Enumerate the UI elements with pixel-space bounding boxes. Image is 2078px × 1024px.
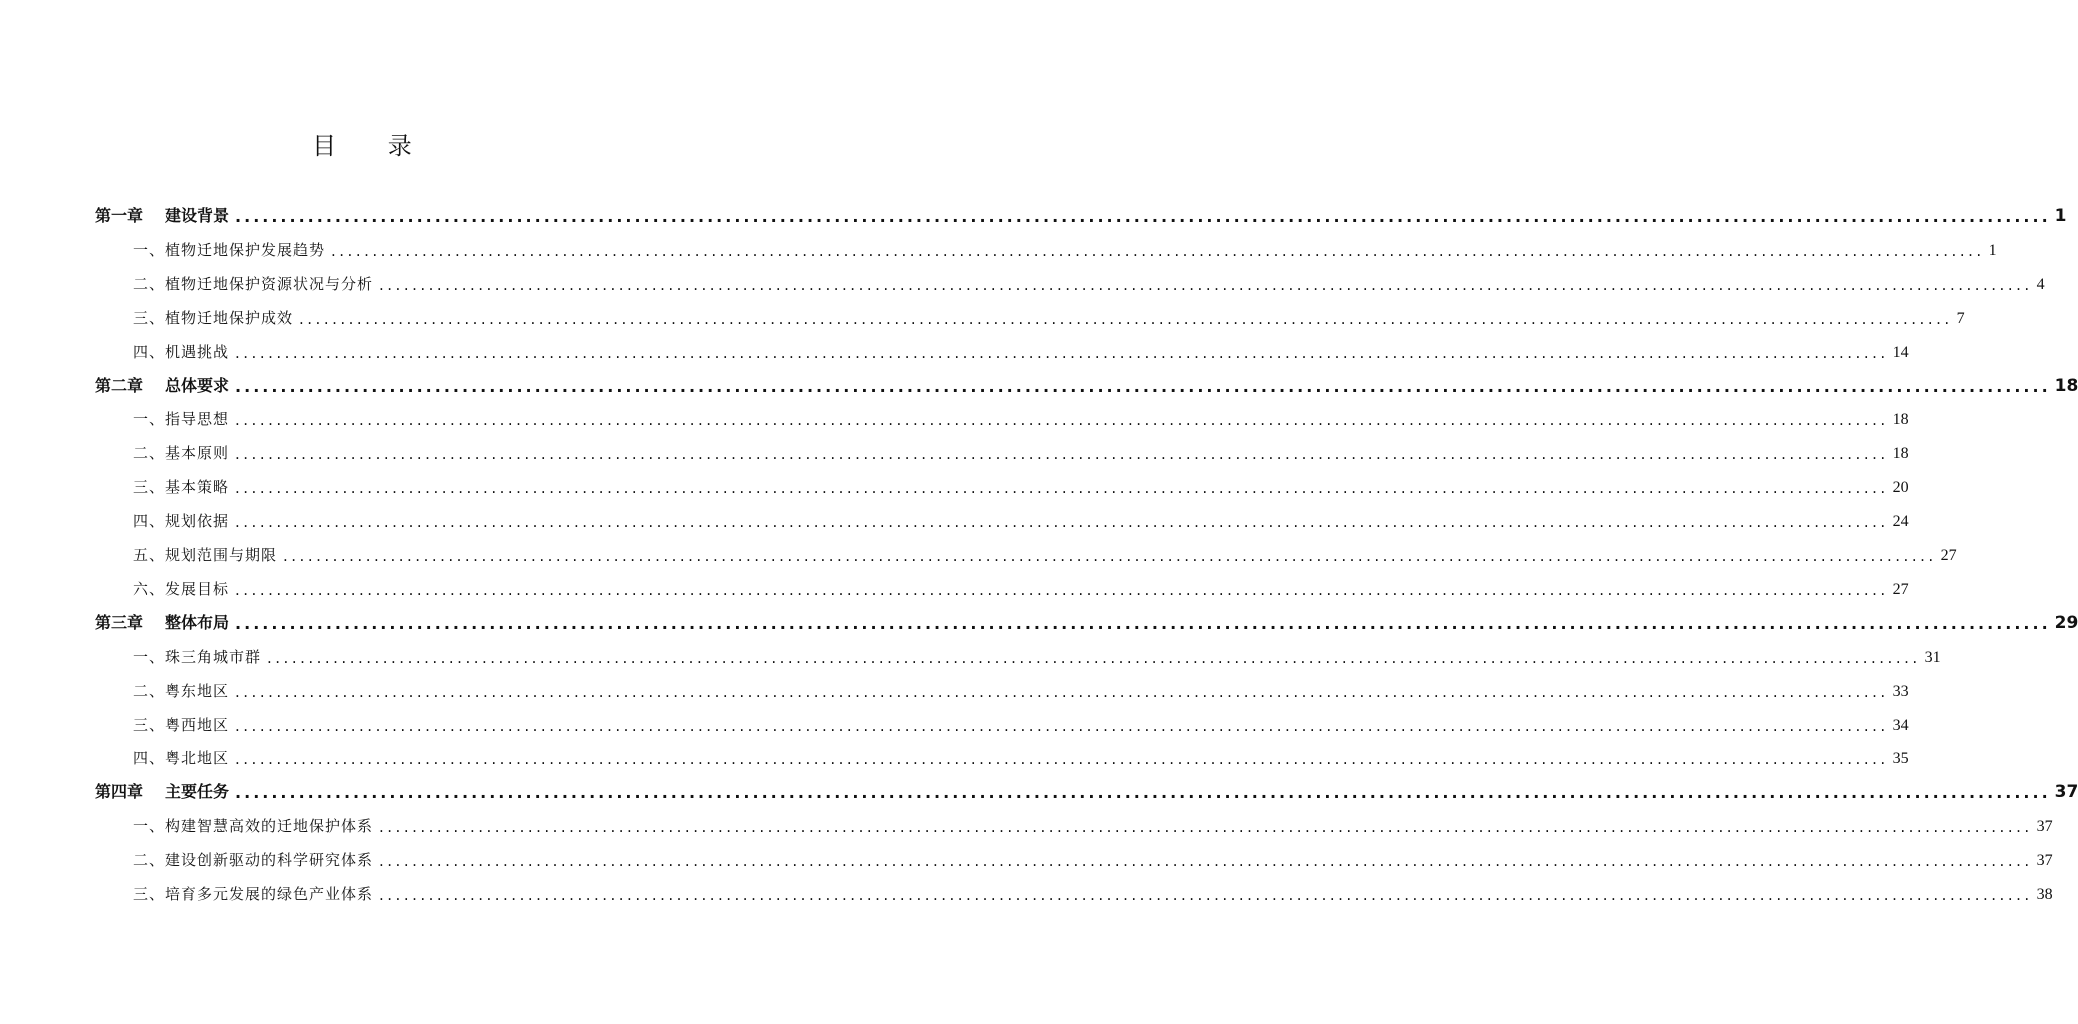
section-title: 三、培育多元发展的绿色产业体系 (133, 885, 374, 903)
page-number: 4 (2036, 276, 2045, 293)
page-number: 14 (1892, 344, 1909, 361)
page-number: 1 (1988, 242, 1997, 259)
section-title: 六、发展目标 (133, 580, 230, 598)
section-title: 三、粤西地区 (133, 716, 230, 734)
dot-leader: ........................................................................................................................................................................................................ (235, 513, 1889, 531)
dot-leader: ........................................................................................................................................................................................................ (379, 818, 2033, 836)
page-number: 31 (1924, 649, 1941, 666)
dot-leader: ........................................................................................................................................................................................................ (235, 344, 1889, 362)
toc-section-entry[interactable] (133, 336, 1909, 362)
section-title: 一、珠三角城市群 (133, 648, 262, 666)
toc-section-entry[interactable] (133, 844, 2053, 870)
dot-leader: ........................................................................................................................................................................................................ (235, 377, 2051, 396)
page-number: 37 (2054, 782, 2078, 802)
page-number: 18 (1892, 445, 1909, 462)
chapter-number: 第一章 (95, 206, 144, 225)
section-title: 四、机遇挑战 (133, 343, 230, 361)
page-number: 35 (1892, 750, 1909, 767)
section-title: 五、规划范围与期限 (133, 546, 278, 564)
chapter-title: 主要任务 (165, 782, 230, 801)
dot-leader: ........................................................................................................................................................................................................ (283, 547, 1937, 565)
toc-section-entry[interactable] (133, 403, 1909, 429)
toc-title: 目 录 (312, 132, 434, 160)
dot-leader: ........................................................................................................................................................................................................ (235, 445, 1889, 463)
page-number: 29 (2054, 613, 2078, 633)
dot-leader: ........................................................................................................................................................................................................ (299, 310, 1953, 328)
dot-leader: ........................................................................................................................................................................................................ (235, 411, 1889, 429)
dot-leader: ........................................................................................................................................................................................................ (235, 750, 1889, 768)
chapter-number: 第四章 (95, 782, 144, 801)
toc-chapter-entry[interactable] (95, 200, 2067, 226)
chapter-number: 第三章 (95, 613, 144, 632)
dot-leader: ........................................................................................................................................................................................................ (379, 886, 2033, 904)
toc-section-entry[interactable] (133, 539, 1957, 565)
chapter-number: 第二章 (95, 376, 144, 395)
page-number: 1 (2054, 206, 2067, 226)
section-title: 一、指导思想 (133, 410, 230, 428)
page-number: 34 (1892, 717, 1909, 734)
toc-section-entry[interactable] (133, 675, 1909, 701)
toc-section-entry[interactable] (133, 573, 1909, 599)
chapter-title: 整体布局 (165, 613, 230, 632)
dot-leader: ........................................................................................................................................................................................................ (379, 276, 2033, 294)
page-number: 27 (1940, 547, 1957, 564)
section-title: 一、植物迁地保护发展趋势 (133, 241, 326, 259)
toc-chapter-entry[interactable] (95, 776, 2078, 802)
dot-leader: ........................................................................................................................................................................................................ (235, 717, 1889, 735)
toc-chapter-entry[interactable] (95, 607, 2078, 633)
page-number: 24 (1892, 513, 1909, 530)
section-title: 三、植物迁地保护成效 (133, 309, 294, 327)
toc-section-entry[interactable] (133, 742, 1909, 768)
toc-chapter-entry[interactable] (95, 370, 2078, 396)
page-number: 33 (1892, 683, 1909, 700)
dot-leader: ........................................................................................................................................................................................................ (379, 852, 2033, 870)
section-title: 四、规划依据 (133, 512, 230, 530)
dot-leader: ........................................................................................................................................................................................................ (235, 683, 1889, 701)
chapter-title: 总体要求 (165, 376, 230, 395)
toc-section-entry[interactable] (133, 709, 1909, 735)
toc-section-entry[interactable] (133, 302, 1965, 328)
page-number: 37 (2036, 852, 2053, 869)
toc-section-entry[interactable] (133, 471, 1909, 497)
dot-leader: ........................................................................................................................................................................................................ (267, 649, 1921, 667)
page-number: 18 (2054, 376, 2078, 396)
section-title: 二、基本原则 (133, 444, 230, 462)
chapter-title: 建设背景 (165, 206, 230, 225)
toc-section-entry[interactable] (133, 641, 1941, 667)
section-title: 二、植物迁地保护资源状况与分析 (133, 275, 374, 293)
section-title: 三、基本策略 (133, 478, 230, 496)
dot-leader: ........................................................................................................................................................................................................ (331, 242, 1985, 260)
toc-section-entry[interactable] (133, 268, 2045, 294)
dot-leader: ........................................................................................................................................................................................................ (235, 479, 1889, 497)
page-number: 20 (1892, 479, 1909, 496)
toc-section-entry[interactable] (133, 878, 2053, 904)
page-number: 27 (1892, 581, 1909, 598)
page-number: 7 (1956, 310, 1965, 327)
page-number: 37 (2036, 818, 2053, 835)
dot-leader: ........................................................................................................................................................................................................ (235, 614, 2051, 633)
toc-section-entry[interactable] (133, 437, 1909, 463)
toc-section-entry[interactable] (133, 810, 2053, 836)
toc-section-entry[interactable] (133, 234, 1997, 260)
section-title: 二、粤东地区 (133, 682, 230, 700)
toc-section-entry[interactable] (133, 505, 1909, 531)
dot-leader: ........................................................................................................................................................................................................ (235, 581, 1889, 599)
dot-leader: ........................................................................................................................................................................................................ (235, 783, 2051, 802)
section-title: 四、粤北地区 (133, 749, 230, 767)
dot-leader: ........................................................................................................................................................................................................ (235, 207, 2051, 226)
page-number: 38 (2036, 886, 2053, 903)
section-title: 一、构建智慧高效的迁地保护体系 (133, 817, 374, 835)
section-title: 二、建设创新驱动的科学研究体系 (133, 851, 374, 869)
page-number: 18 (1892, 411, 1909, 428)
